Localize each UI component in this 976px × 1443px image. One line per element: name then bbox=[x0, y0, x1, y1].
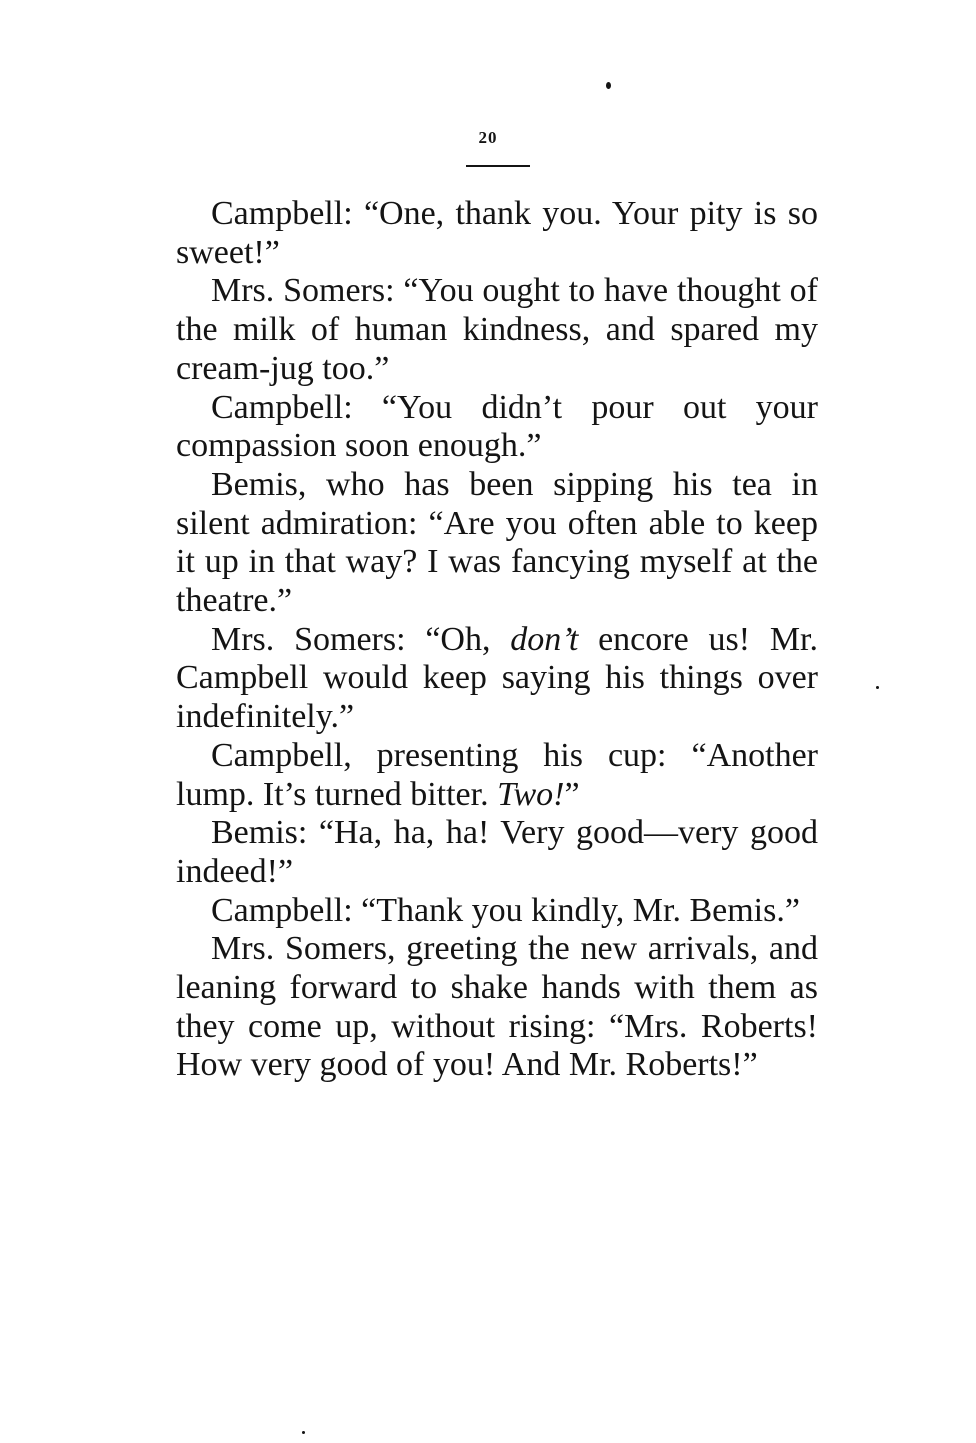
paragraph-text: Campbell, presenting his cup: “Another lump. It’s turned bitter. bbox=[176, 736, 818, 813]
paragraph: Mrs. Somers, greeting the new arrivals, and leaning forward to shake hands with them as they come up, without rising: “Mrs. Roberts! How very good of you! And Mr. Roberts!” bbox=[176, 930, 818, 1084]
paragraph: Bemis, who has been sipping his tea in silent admiration: “Are you often able to keep it up in that way? I was fancying myself at the theatre.” bbox=[176, 465, 818, 620]
paragraph bbox=[176, 621, 818, 737]
print-speck bbox=[606, 82, 611, 89]
paragraph bbox=[176, 737, 818, 814]
page-number: 20 bbox=[478, 128, 498, 147]
paragraph: Bemis: “Ha, ha, ha! Very good—very good indeed!” bbox=[176, 814, 818, 890]
paragraph: Campbell: “One, thank you. Your pity is so sweet!” bbox=[176, 195, 818, 271]
print-speck bbox=[302, 1431, 305, 1434]
paragraph-text: Mrs. Somers: “Oh, bbox=[211, 620, 511, 658]
paragraph: Campbell: “Thank you kindly, Mr. Bemis.” bbox=[211, 891, 800, 929]
paragraph-text: encore us! Mr. Campbell would keep saying his things over indefinitely.” bbox=[176, 620, 818, 736]
paragraph: Campbell: “You didn’t pour out your compassion soon enough.” bbox=[176, 388, 818, 465]
emphasis-text: don’t bbox=[510, 620, 579, 658]
header-rule bbox=[466, 165, 530, 167]
paragraph: Mrs. Somers: “You ought to have thought of the milk of human kindness, and spared my cream-jug too.” bbox=[176, 272, 818, 387]
emphasis-text: Two! bbox=[497, 775, 565, 813]
paragraph-text: ” bbox=[564, 775, 580, 813]
print-speck bbox=[876, 686, 879, 689]
body-text bbox=[176, 195, 818, 1085]
